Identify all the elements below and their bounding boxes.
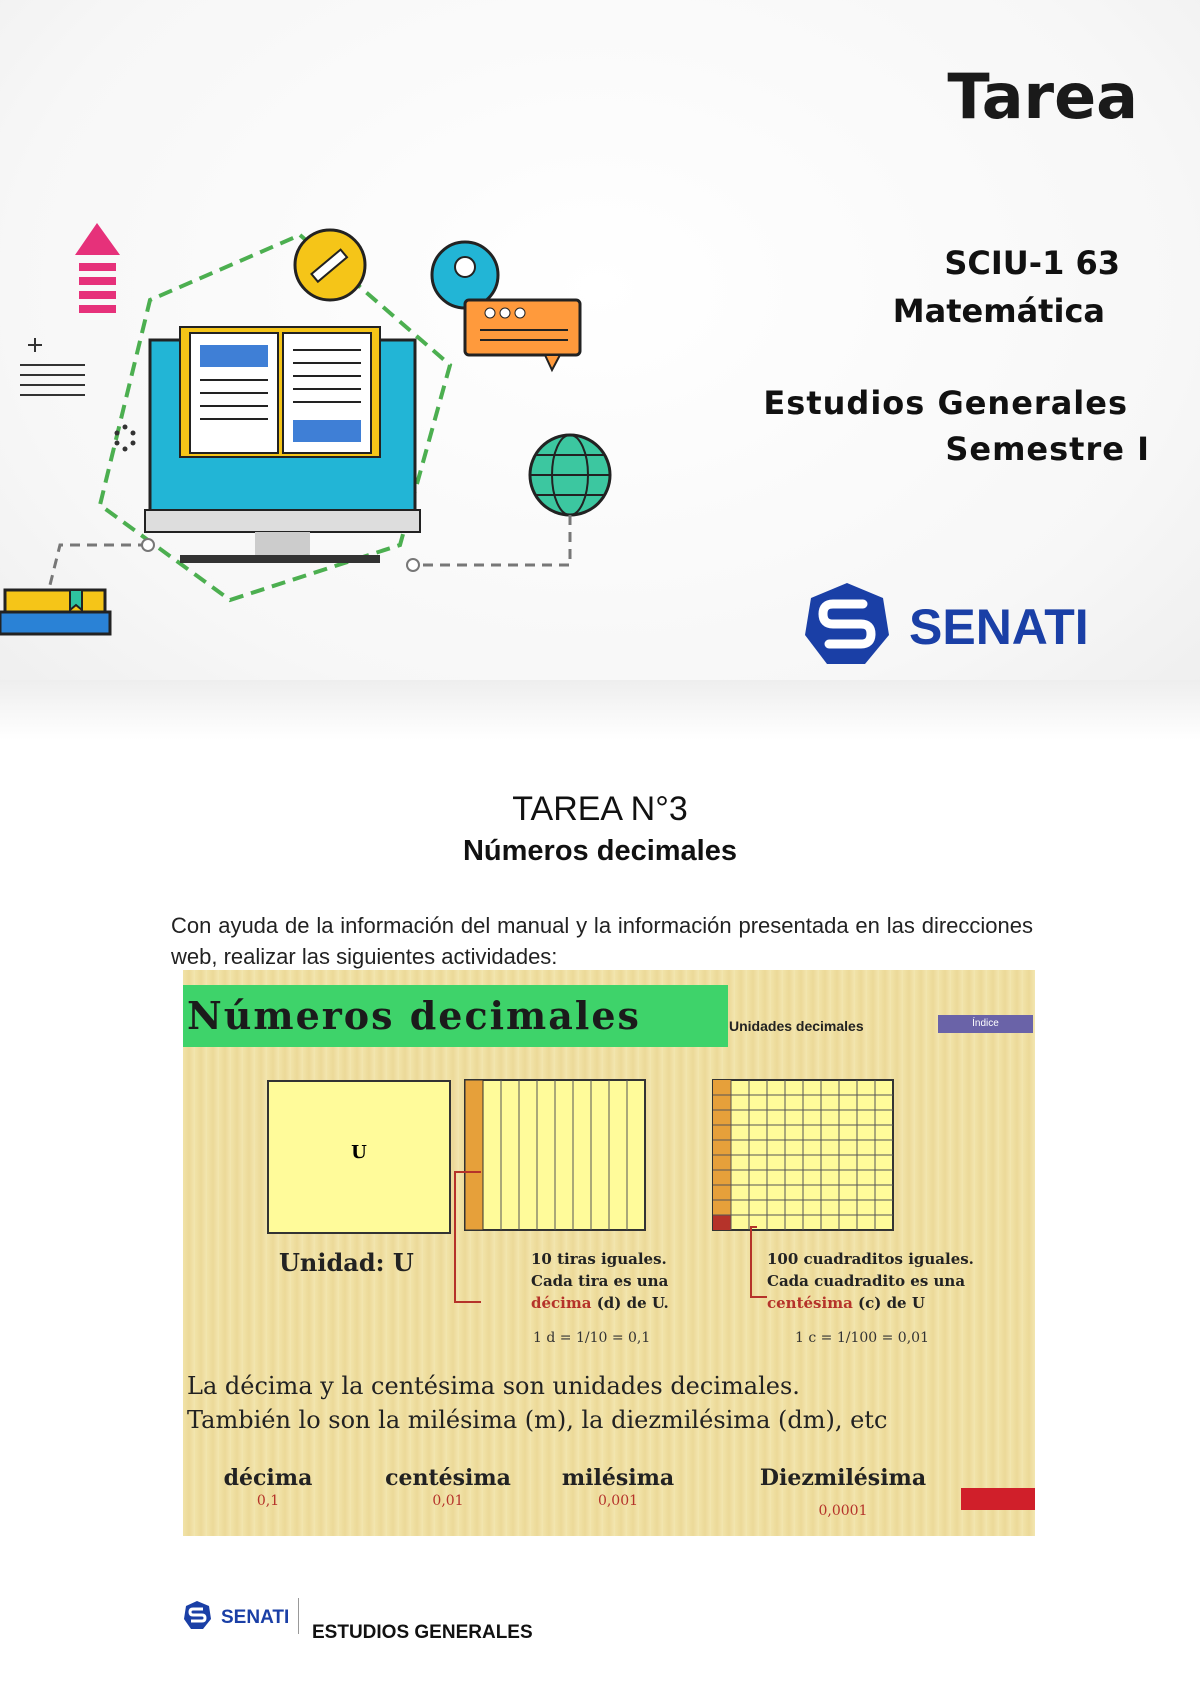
unit-name: décima bbox=[223, 1465, 313, 1491]
hundredths-description bbox=[767, 1248, 974, 1314]
tenths-formula: 1 d = 1/10 = 0,1 bbox=[533, 1330, 651, 1346]
tenths-line3: (d) de U. bbox=[591, 1294, 669, 1312]
unit-value: 0,0001 bbox=[818, 1503, 868, 1519]
unit-value: 0,01 bbox=[432, 1493, 464, 1509]
decimal-units-slide bbox=[183, 970, 1035, 1536]
connector-line bbox=[50, 545, 148, 585]
unit-milesima bbox=[553, 1465, 683, 1509]
footer-logo-text: SENATI bbox=[221, 1607, 290, 1628]
hundredths-line1: 100 cuadraditos iguales. bbox=[767, 1250, 974, 1268]
department: Estudios Generales bbox=[763, 384, 1128, 422]
cover-fade bbox=[0, 680, 1200, 740]
unit-centesima bbox=[378, 1465, 518, 1509]
globe-icon bbox=[530, 435, 610, 515]
hundredths-grid bbox=[703, 1078, 903, 1236]
assignment-subtitle: Números decimales bbox=[462, 835, 737, 867]
unit-value: 0,1 bbox=[256, 1493, 280, 1509]
tenths-term: décima bbox=[531, 1294, 592, 1312]
connector-line bbox=[410, 515, 570, 565]
hundredths-line2: Cada cuadradito es una bbox=[767, 1272, 966, 1290]
tenths-line2: Cada tira es una bbox=[531, 1272, 669, 1290]
footer-separator bbox=[298, 1598, 299, 1634]
hundredths-line3: (c) de U bbox=[852, 1294, 925, 1312]
unit-name: milésima bbox=[561, 1465, 675, 1491]
tenths-description bbox=[531, 1248, 669, 1314]
monitor-icon bbox=[145, 327, 420, 563]
cover-illustration bbox=[0, 215, 630, 655]
unit-name: Diezmilésima bbox=[759, 1465, 927, 1491]
slide-banner-text: Números decimales bbox=[187, 993, 641, 1038]
unit-value: 0,001 bbox=[597, 1493, 639, 1509]
footer-senati-logo bbox=[183, 1600, 293, 1632]
text-lines-icon bbox=[20, 338, 85, 395]
pencil-icon bbox=[295, 230, 365, 300]
unit-decima bbox=[213, 1465, 323, 1509]
course-code: SCIU-1 63 bbox=[944, 244, 1120, 282]
course-subject: Matemática bbox=[892, 292, 1105, 330]
slide-banner bbox=[183, 985, 728, 1047]
semester: Semestre I bbox=[945, 430, 1150, 468]
cover-heading: Tarea bbox=[947, 60, 1138, 133]
senati-logo-text: SENATI bbox=[909, 599, 1089, 655]
books-icon bbox=[0, 590, 110, 634]
unit-square bbox=[267, 1080, 451, 1234]
slide-unidades-label: Unidades decimales bbox=[729, 1018, 864, 1034]
slide-sentence-1: La décima y la centésima son unidades decimales. bbox=[187, 1372, 800, 1400]
hundredths-term: centésima bbox=[767, 1294, 853, 1312]
instructions-text: Con ayuda de la información del manual y la información presentada en las direcciones web, realizar las siguientes actividades: bbox=[171, 913, 1033, 969]
user-chat-icon bbox=[432, 242, 580, 370]
footer-text: ESTUDIOS GENERALES bbox=[312, 1622, 533, 1643]
assignment-title: TAREA N°3 bbox=[512, 790, 688, 828]
tenths-line1: 10 tiras iguales. bbox=[531, 1250, 667, 1268]
unit-diezmilesima bbox=[753, 1465, 933, 1519]
slide-index-button: Índice bbox=[938, 1015, 1033, 1033]
unit-label: Unidad: U bbox=[279, 1248, 414, 1277]
up-arrow-icon bbox=[75, 223, 120, 313]
slide-sentence-2: También lo son la milésima (m), la diezmilésima (dm), etc bbox=[187, 1406, 888, 1434]
unit-name: centésima bbox=[385, 1465, 511, 1491]
slide-nav-button bbox=[961, 1488, 1035, 1510]
hundredths-formula: 1 c = 1/100 = 0,01 bbox=[795, 1330, 929, 1346]
unit-square-label: U bbox=[351, 1142, 367, 1163]
senati-logo bbox=[805, 580, 1135, 670]
tenths-bracket bbox=[451, 1170, 491, 1310]
